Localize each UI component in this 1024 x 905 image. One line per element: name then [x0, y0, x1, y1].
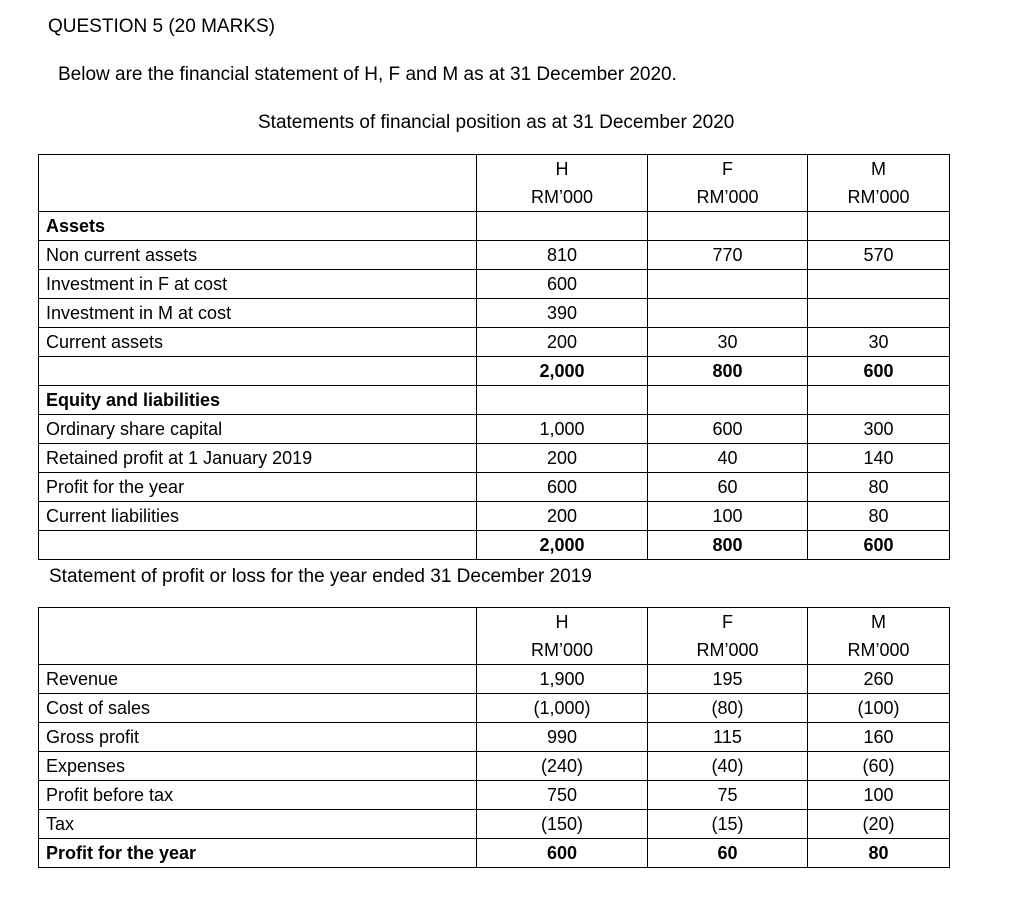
row-label: Tax — [39, 810, 477, 839]
pl-table — [38, 607, 950, 868]
total-m: 600 — [808, 357, 950, 386]
sofp-col-h: H — [477, 155, 648, 184]
row-label: Cost of sales — [39, 694, 477, 723]
table-row — [39, 212, 950, 241]
total-f: 800 — [648, 531, 808, 560]
equity-heading: Equity and liabilities — [39, 386, 477, 415]
row-label: Ordinary share capital — [39, 415, 477, 444]
cell-m — [808, 299, 950, 328]
cell-m: 30 — [808, 328, 950, 357]
table-row — [39, 723, 950, 752]
assets-heading: Assets — [39, 212, 477, 241]
cell-h: (150) — [477, 810, 648, 839]
pl-header-blank — [39, 608, 477, 665]
cell-h: 750 — [477, 781, 648, 810]
cell-f: 40 — [648, 444, 808, 473]
row-label: Current assets — [39, 328, 477, 357]
table-row — [39, 665, 950, 694]
pl-total-row — [39, 839, 950, 868]
table-row — [39, 444, 950, 473]
sofp-header-row — [39, 155, 950, 184]
sofp-title: Statements of financial position as at 31 December 2020 — [258, 112, 735, 133]
pl-unit-m: RM’000 — [808, 636, 950, 665]
row-label: Non current assets — [39, 241, 477, 270]
row-label: Expenses — [39, 752, 477, 781]
table-row — [39, 270, 950, 299]
cell-m: 80 — [808, 502, 950, 531]
cell-m: 570 — [808, 241, 950, 270]
cell-m — [808, 270, 950, 299]
question-title: QUESTION 5 (20 MARKS) — [48, 16, 275, 37]
cell-h: 990 — [477, 723, 648, 752]
cell-m: 260 — [808, 665, 950, 694]
table-row — [39, 694, 950, 723]
cell-m: 300 — [808, 415, 950, 444]
sofp-unit-m: RM’000 — [808, 183, 950, 212]
total-m: 80 — [808, 839, 950, 868]
cell-h: 200 — [477, 444, 648, 473]
row-label: Investment in M at cost — [39, 299, 477, 328]
table-row — [39, 781, 950, 810]
cell-m: 140 — [808, 444, 950, 473]
pl-col-m: M — [808, 608, 950, 637]
row-label: Current liabilities — [39, 502, 477, 531]
sofp-header-blank — [39, 155, 477, 212]
table-row — [39, 241, 950, 270]
cell-f: (40) — [648, 752, 808, 781]
table-row — [39, 752, 950, 781]
pl-col-f: F — [648, 608, 808, 637]
cell-m: 80 — [808, 473, 950, 502]
cell-f — [648, 299, 808, 328]
cell-h: (1,000) — [477, 694, 648, 723]
cell-f: 600 — [648, 415, 808, 444]
intro-text: Below are the financial statement of H, F and M as at 31 December 2020. — [58, 64, 677, 85]
cell-m: 160 — [808, 723, 950, 752]
cell-h: 200 — [477, 502, 648, 531]
sofp-col-f: F — [648, 155, 808, 184]
cell-m: (100) — [808, 694, 950, 723]
cell-f: 30 — [648, 328, 808, 357]
sofp-col-m: M — [808, 155, 950, 184]
row-label: Profit for the year — [39, 839, 477, 868]
cell-h: 600 — [477, 473, 648, 502]
total-h: 2,000 — [477, 357, 648, 386]
cell-h: 200 — [477, 328, 648, 357]
total-f: 800 — [648, 357, 808, 386]
table-row — [39, 473, 950, 502]
row-label: Investment in F at cost — [39, 270, 477, 299]
equity-total-row — [39, 531, 950, 560]
cell-f: (80) — [648, 694, 808, 723]
pl-unit-f: RM’000 — [648, 636, 808, 665]
cell-f: 195 — [648, 665, 808, 694]
row-label: Profit before tax — [39, 781, 477, 810]
cell-f: 60 — [648, 473, 808, 502]
pl-header-row — [39, 608, 950, 637]
cell-h: 600 — [477, 270, 648, 299]
pl-unit-h: RM’000 — [477, 636, 648, 665]
total-h: 600 — [477, 839, 648, 868]
total-f: 60 — [648, 839, 808, 868]
cell-f: 115 — [648, 723, 808, 752]
cell-f: (15) — [648, 810, 808, 839]
row-label: Retained profit at 1 January 2019 — [39, 444, 477, 473]
table-row — [39, 299, 950, 328]
row-label: Profit for the year — [39, 473, 477, 502]
total-m: 600 — [808, 531, 950, 560]
row-label: Gross profit — [39, 723, 477, 752]
assets-total-row — [39, 357, 950, 386]
cell-m: 100 — [808, 781, 950, 810]
table-row — [39, 810, 950, 839]
row-label: Revenue — [39, 665, 477, 694]
sofp-table — [38, 154, 950, 560]
cell-h: 390 — [477, 299, 648, 328]
cell-h: 1,900 — [477, 665, 648, 694]
table-row — [39, 328, 950, 357]
cell-f: 100 — [648, 502, 808, 531]
sofp-unit-h: RM’000 — [477, 183, 648, 212]
table-row — [39, 502, 950, 531]
cell-m: (60) — [808, 752, 950, 781]
cell-f: 770 — [648, 241, 808, 270]
table-row — [39, 386, 950, 415]
cell-h: (240) — [477, 752, 648, 781]
table-row — [39, 415, 950, 444]
pl-title: Statement of profit or loss for the year ended 31 December 2019 — [49, 566, 592, 587]
cell-f — [648, 270, 808, 299]
total-h: 2,000 — [477, 531, 648, 560]
cell-f: 75 — [648, 781, 808, 810]
sofp-unit-f: RM’000 — [648, 183, 808, 212]
cell-m: (20) — [808, 810, 950, 839]
cell-h: 1,000 — [477, 415, 648, 444]
pl-col-h: H — [477, 608, 648, 637]
cell-h: 810 — [477, 241, 648, 270]
